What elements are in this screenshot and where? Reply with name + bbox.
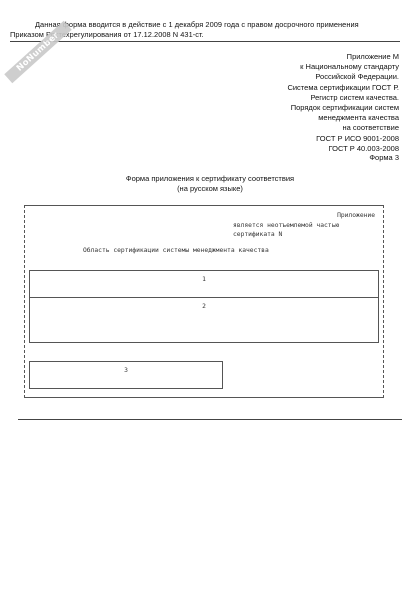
field-number: 1 <box>202 276 206 283</box>
notice-line-2: Приказом Ростехрегулирования от 17.12.2008 N 431-ст. <box>10 30 204 39</box>
header-certificate-number: сертификата N <box>233 231 283 238</box>
form-title <box>0 174 420 194</box>
field-number: 2 <box>202 303 206 310</box>
form-field-3 <box>29 361 223 389</box>
appendix-line: Порядок сертификации систем <box>290 103 399 113</box>
form-field-1 <box>29 270 379 298</box>
top-divider <box>10 41 400 42</box>
appendix-line: на соответствие <box>342 123 399 133</box>
certificate-appendix-form <box>24 205 384 398</box>
appendix-reference <box>287 52 399 154</box>
form-box-header <box>233 211 375 240</box>
form-title-line-1: Форма приложения к сертификату соответствия <box>125 174 295 183</box>
form-field-2 <box>29 297 379 343</box>
header-appendix-label: Приложение <box>337 212 375 219</box>
appendix-line: Система сертификации ГОСТ Р. <box>287 82 399 92</box>
bottom-divider <box>18 419 402 420</box>
watermark-ribbon: NoNumber <box>4 21 71 83</box>
appendix-line: ГОСТ Р ИСО 9001-2008 <box>316 133 399 143</box>
appendix-line: менеджмента качества <box>318 113 399 123</box>
form-number: Форма 3 <box>369 153 399 162</box>
appendix-line: Приложение М <box>346 52 399 61</box>
certification-scope-title: Область сертификации системы менеджмента качества <box>83 247 269 254</box>
appendix-line: Регистр систем качества. <box>310 92 399 102</box>
notice-line-1: Данная форма вводится в действие с 1 декабря 2009 года с правом досрочного применения <box>35 20 359 29</box>
header-integral-part-text: является неотъемлемой частью <box>233 221 340 229</box>
field-number: 3 <box>124 367 128 374</box>
form-title-line-2: (на русском языке) <box>177 184 243 193</box>
appendix-line: к Национальному стандарту <box>300 62 399 72</box>
appendix-line: Российской Федерации. <box>315 72 399 82</box>
appendix-line: ГОСТ Р 40.003-2008 <box>328 143 399 153</box>
